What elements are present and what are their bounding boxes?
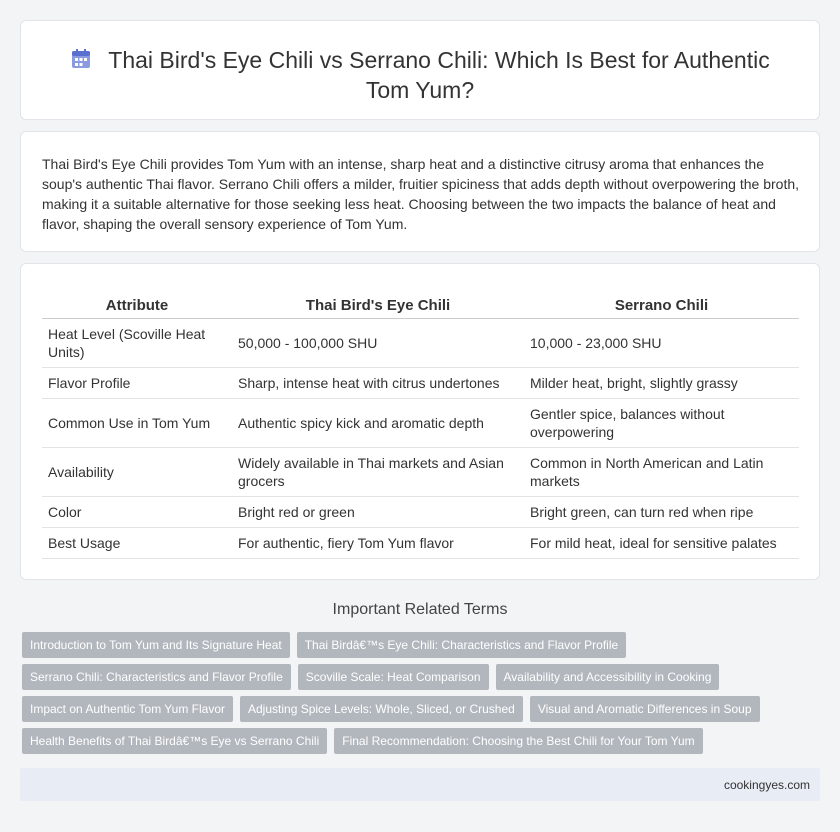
related-term-tag[interactable]: Impact on Authentic Tom Yum Flavor — [22, 696, 233, 722]
table-cell: For authentic, fiery Tom Yum flavor — [232, 527, 524, 558]
related-term-tag[interactable]: Introduction to Tom Yum and Its Signature Heat — [22, 632, 290, 658]
table-cell: Flavor Profile — [42, 367, 232, 398]
table-header-attribute: Attribute — [42, 294, 232, 318]
table-cell: Best Usage — [42, 527, 232, 558]
table-header-row — [42, 294, 799, 318]
related-term-tag[interactable]: Scoville Scale: Heat Comparison — [298, 664, 489, 690]
related-term-tag[interactable]: Visual and Aromatic Differences in Soup — [530, 696, 760, 722]
related-term-tag[interactable]: Availability and Accessibility in Cooking — [496, 664, 720, 690]
table-cell: Widely available in Thai markets and Asian grocers — [232, 447, 524, 496]
table-cell: 10,000 - 23,000 SHU — [524, 318, 799, 367]
table-cell: Common Use in Tom Yum — [42, 398, 232, 447]
table-cell: Bright red or green — [232, 496, 524, 527]
table-cell: For mild heat, ideal for sensitive palates — [524, 527, 799, 558]
related-terms-heading: Important Related Terms — [332, 601, 508, 618]
footer-site-name[interactable]: cookingyes.com — [723, 778, 810, 792]
table-cell: 50,000 - 100,000 SHU — [232, 318, 524, 367]
table-header-serrano: Serrano Chili — [524, 294, 799, 318]
calendar-icon — [70, 48, 92, 70]
related-term-tag[interactable]: Final Recommendation: Choosing the Best Chili for Your Tom Yum — [334, 728, 702, 754]
table-cell: Color — [42, 496, 232, 527]
tag-row — [22, 632, 822, 658]
page-title-wrap — [21, 45, 819, 105]
tag-row — [22, 696, 822, 722]
table-cell: Availability — [42, 447, 232, 496]
table-cell: Authentic spicy kick and aromatic depth — [232, 398, 524, 447]
tag-row — [22, 664, 822, 690]
related-term-tag[interactable]: Serrano Chili: Characteristics and Flavor Profile — [22, 664, 291, 690]
related-term-tag[interactable]: Adjusting Spice Levels: Whole, Sliced, or Crushed — [240, 696, 523, 722]
table-cell: Sharp, intense heat with citrus undertones — [232, 367, 524, 398]
table-cell: Gentler spice, balances without overpowering — [524, 398, 799, 447]
table-row — [42, 318, 799, 367]
table-row — [42, 367, 799, 398]
table-cell: Common in North American and Latin markets — [524, 447, 799, 496]
footer — [20, 768, 820, 801]
table-header-birds-eye: Thai Bird's Eye Chili — [232, 294, 524, 318]
related-term-tag[interactable]: Thai Birdâ€™s Eye Chili: Characteristics and Flavor Profile — [297, 632, 626, 658]
comparison-card — [20, 263, 820, 580]
table-row — [42, 496, 799, 527]
title-card — [20, 20, 820, 120]
intro-paragraph: Thai Bird's Eye Chili provides Tom Yum with an intense, sharp heat and a distinctive citrusy aroma that enhances the soup's authentic Thai flavor. Serrano Chili offers a milder, fruitier spiciness that adds depth without overpowering the broth, making it a suitable alternative for those seeking less heat. Choosing between the two impacts the balance of heat and flavor, shaping the overall sensory experience of Tom Yum. — [42, 156, 800, 232]
table-row — [42, 398, 799, 447]
table-row — [42, 527, 799, 558]
comparison-table — [42, 294, 799, 559]
related-term-tag[interactable]: Health Benefits of Thai Birdâ€™s Eye vs Serrano Chili — [22, 728, 327, 754]
page-title: Thai Bird's Eye Chili vs Serrano Chili: Which Is Best for Authentic Tom Yum? — [108, 47, 770, 103]
intro-card — [20, 131, 820, 252]
table-cell: Bright green, can turn red when ripe — [524, 496, 799, 527]
table-cell: Milder heat, bright, slightly grassy — [524, 367, 799, 398]
table-cell: Heat Level (Scoville Heat Units) — [42, 318, 232, 367]
table-row — [42, 447, 799, 496]
tag-row — [22, 728, 822, 754]
related-terms-list — [22, 632, 822, 760]
